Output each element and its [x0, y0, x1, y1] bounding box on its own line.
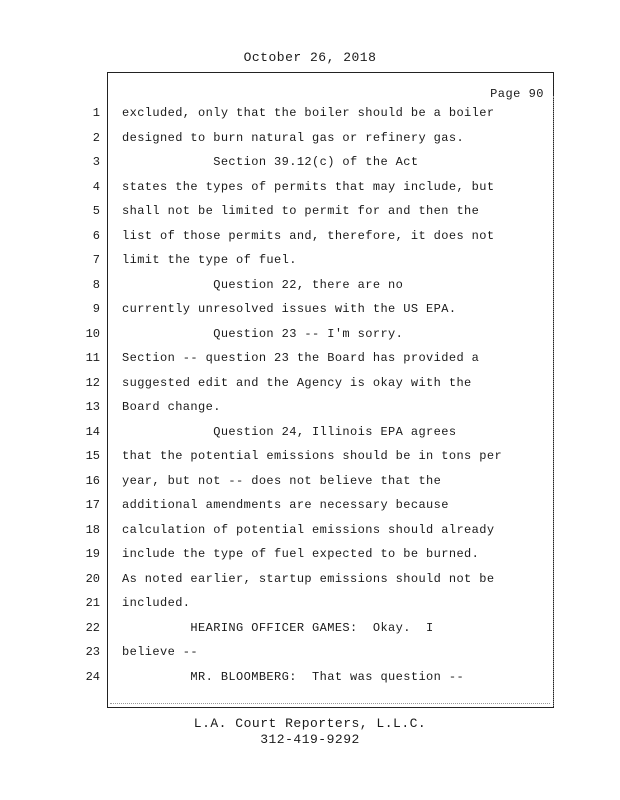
transcript-line: calculation of potential emissions should already	[122, 522, 495, 537]
line-number: 10	[85, 326, 100, 341]
transcript-line: suggested edit and the Agency is okay with the	[122, 375, 472, 390]
line-number: 12	[85, 375, 100, 390]
page-right-rule	[553, 96, 554, 706]
line-number: 1	[92, 106, 100, 120]
line-number: 24	[85, 669, 100, 684]
transcript-line: believe --	[122, 645, 199, 659]
line-number: 22	[85, 620, 100, 635]
line-number: 18	[85, 522, 100, 537]
line-number: 5	[92, 204, 100, 218]
transcript-line: Question 22, there are no	[122, 277, 404, 292]
footer-phone: 312-419-9292	[260, 732, 360, 747]
header-date: October 26, 2018	[243, 50, 377, 65]
transcript-line: that the potential emissions should be in tons per	[122, 449, 503, 463]
transcript-line: MR. BLOOMBERG: That was question --	[122, 669, 465, 684]
line-number: 19	[85, 547, 100, 561]
transcript-line: currently unresolved issues with the US EPA.	[122, 302, 457, 316]
transcript-line: Section 39.12(c) of the Act	[122, 155, 419, 169]
line-number: 11	[85, 351, 100, 365]
transcript-line: Board change.	[122, 400, 221, 414]
line-number: 17	[85, 498, 100, 512]
transcript-line: As noted earlier, startup emissions should not be	[122, 571, 495, 586]
line-number: 7	[92, 253, 100, 267]
line-number: 20	[85, 571, 100, 586]
page-number: Page 90	[490, 87, 544, 101]
line-number: 3	[92, 155, 100, 169]
transcript-line: additional amendments are necessary because	[122, 498, 449, 512]
transcript-line: Question 24, Illinois EPA agrees	[122, 424, 457, 439]
line-number: 23	[85, 645, 100, 659]
line-number: 8	[92, 277, 100, 292]
transcript-line: included.	[122, 596, 191, 610]
line-number: 2	[92, 130, 100, 145]
transcript-line: list of those permits and, therefore, it does not	[122, 228, 495, 243]
transcript-line: designed to burn natural gas or refinery gas.	[122, 130, 465, 145]
line-number: 14	[85, 424, 100, 439]
line-number: 16	[85, 473, 100, 488]
line-number: 21	[85, 596, 100, 610]
transcript-line: Section -- question 23 the Board has provided a	[122, 351, 480, 365]
transcript-line: year, but not -- does not believe that the	[122, 473, 442, 488]
transcript-line: HEARING OFFICER GAMES: Okay. I	[122, 620, 434, 635]
transcript-line: limit the type of fuel.	[122, 253, 297, 267]
footer	[0, 716, 620, 748]
transcript-line: shall not be limited to permit for and then the	[122, 204, 480, 218]
page-bottom-rule	[110, 703, 550, 704]
line-number: 13	[85, 400, 100, 414]
transcript-line: excluded, only that the boiler should be a boiler	[122, 106, 495, 120]
line-number: 9	[92, 302, 100, 316]
transcript-line: include the type of fuel expected to be burned.	[122, 547, 480, 561]
line-number: 4	[92, 179, 100, 194]
transcript-line: Question 23 -- I'm sorry.	[122, 326, 404, 341]
line-number: 6	[92, 228, 100, 243]
transcript-line: states the types of permits that may include, but	[122, 179, 495, 194]
line-number: 15	[85, 449, 100, 463]
footer-company: L.A. Court Reporters, L.L.C.	[193, 716, 427, 731]
